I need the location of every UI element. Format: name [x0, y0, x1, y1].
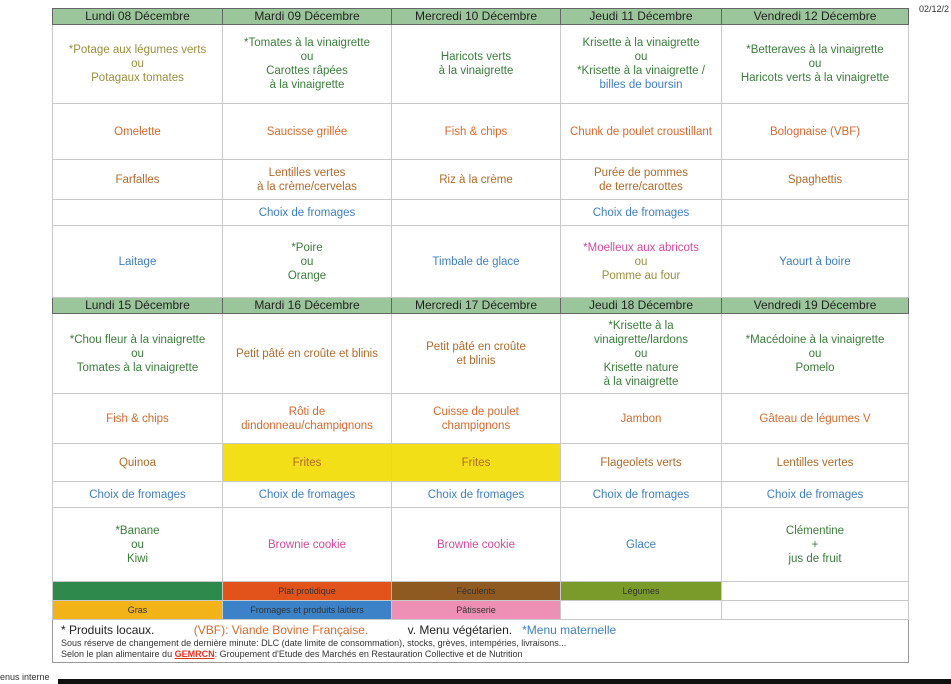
main-cell: Rôti de dindonneau/champignons — [223, 394, 392, 444]
reserve-note: Sous réserve de changement de dernière minute: DLC (date limite de consommation), stocks, grèves, intempéries, livraisons... — [61, 638, 567, 648]
starter-cell: *Tomates à la vinaigrette ou Carottes râpées à la vinaigrette — [223, 25, 392, 104]
cheese-cell: Choix de fromages — [223, 482, 392, 508]
week1-dessert-row — [53, 226, 909, 298]
cheese-cell: Choix de fromages — [392, 482, 561, 508]
week1-header-row — [53, 9, 909, 25]
side-cell: Purée de pommes de terre/carottes — [561, 160, 722, 200]
week2-starter-row — [53, 314, 909, 394]
cheese-cell — [53, 200, 223, 226]
cheese-cell — [722, 200, 909, 226]
vegetarian-note: v. Menu végétarien. — [407, 623, 513, 637]
maternal-note: *Menu maternelle — [522, 623, 617, 637]
legend-swatch: Légumes — [561, 582, 722, 601]
day-header: Lundi 08 Décembre — [53, 9, 223, 25]
starter-cell: Krisette à la vinaigrette ou *Krisette à la vinaigrette / billes de boursin — [561, 25, 722, 104]
legend-swatch — [722, 582, 909, 601]
main-cell: Fish & chips — [392, 104, 561, 160]
main-cell: Gâteau de légumes V — [722, 394, 909, 444]
week1-main-row — [53, 104, 909, 160]
dessert-cell: Brownie cookie — [392, 508, 561, 582]
dessert-cell: *Moelleux aux abricots ou Pomme au four — [561, 226, 722, 298]
legend-swatch: Plat protidique — [223, 582, 392, 601]
side-cell: Quinoa — [53, 444, 223, 482]
main-cell: Cuisse de poulet champignons — [392, 394, 561, 444]
main-cell: Fish & chips — [53, 394, 223, 444]
day-header: Mercredi 10 Décembre — [392, 9, 561, 25]
starter-cell: *Krisette à la vinaigrette/lardons ou Krisette nature à la vinaigrette — [561, 314, 722, 394]
side-cell: Lentilles vertes à la crème/cervelas — [223, 160, 392, 200]
legend-notes — [61, 622, 900, 638]
starter-cell: Petit pâté en croûte et blinis — [392, 314, 561, 394]
main-cell: Omelette — [53, 104, 223, 160]
side-cell: Lentilles vertes — [722, 444, 909, 482]
legend-swatch: Fromages et produits laitiers — [223, 601, 392, 620]
starter-cell: *Chou fleur à la vinaigrette ou Tomates à la vinaigrette — [53, 314, 223, 394]
side-cell: Farfalles — [53, 160, 223, 200]
footer-label: enus interne — [0, 672, 50, 682]
week1-side-row — [53, 160, 909, 200]
vbf-note: (VBF): Viande Bovine Française. — [193, 623, 369, 637]
side-cell: Frites — [223, 444, 392, 482]
dessert-cell: Timbale de glace — [392, 226, 561, 298]
legend-row-2 — [53, 601, 909, 620]
gemrcn-note: Selon le plan alimentaire du GEMRCN: Groupement d'Etude des Marchés en Restauration Collective et de Nutrition — [61, 649, 523, 659]
week1-cheese-row — [53, 200, 909, 226]
gemrcn-link: GEMRCN — [174, 649, 215, 659]
cheese-cell — [392, 200, 561, 226]
bottom-bar — [58, 679, 951, 684]
week2-side-row — [53, 444, 909, 482]
legend-swatch: Pâtisserie — [392, 601, 561, 620]
local-products-note: * Produits locaux. — [61, 623, 155, 637]
side-cell: Spaghettis — [722, 160, 909, 200]
day-header: Jeudi 11 Décembre — [561, 9, 722, 25]
dessert-cell: Yaourt à boire — [722, 226, 909, 298]
cheese-cell: Choix de fromages — [53, 482, 223, 508]
starter-cell: *Potage aux légumes verts ou Potagaux tomates — [53, 25, 223, 104]
starter-cell: Petit pâté en croûte et blinis — [223, 314, 392, 394]
day-header: Mardi 16 Décembre — [223, 298, 392, 314]
cheese-cell: Choix de fromages — [561, 200, 722, 226]
main-cell: Jambon — [561, 394, 722, 444]
day-header: Mardi 09 Décembre — [223, 9, 392, 25]
starter-cell: Haricots verts à la vinaigrette — [392, 25, 561, 104]
side-cell: Riz à la crème — [392, 160, 561, 200]
main-cell: Saucisse grillée — [223, 104, 392, 160]
dessert-cell: *Poire ou Orange — [223, 226, 392, 298]
side-cell: Frites — [392, 444, 561, 482]
main-cell: Chunk de poulet croustillant — [561, 104, 722, 160]
dessert-cell: Laitage — [53, 226, 223, 298]
starter-cell: *Macédoine à la vinaigrette ou Pomelo — [722, 314, 909, 394]
day-header: Vendredi 19 Décembre — [722, 298, 909, 314]
cheese-cell: Choix de fromages — [561, 482, 722, 508]
week2-header-row — [53, 298, 909, 314]
legend-swatch: Gras — [53, 601, 223, 620]
legend-swatch — [561, 601, 722, 620]
week2-dessert-row — [53, 508, 909, 582]
school-menu-table — [52, 8, 909, 663]
side-cell: Flageolets verts — [561, 444, 722, 482]
cheese-cell: Choix de fromages — [722, 482, 909, 508]
notes-row — [53, 620, 909, 663]
week2-cheese-row — [53, 482, 909, 508]
week2-main-row — [53, 394, 909, 444]
legend-swatch — [53, 582, 223, 601]
print-date: 02/12/2 — [918, 4, 949, 14]
week1-starter-row — [53, 25, 909, 104]
dessert-cell: Glace — [561, 508, 722, 582]
legend-swatch — [722, 601, 909, 620]
starter-cell: *Betteraves à la vinaigrette ou Haricots verts à la vinaigrette — [722, 25, 909, 104]
day-header: Jeudi 18 Décembre — [561, 298, 722, 314]
day-header: Lundi 15 Décembre — [53, 298, 223, 314]
cheese-cell: Choix de fromages — [223, 200, 392, 226]
dessert-cell: Brownie cookie — [223, 508, 392, 582]
day-header: Mercredi 17 Décembre — [392, 298, 561, 314]
dessert-cell: Clémentine + jus de fruit — [722, 508, 909, 582]
dessert-cell: *Banane ou Kiwi — [53, 508, 223, 582]
legend-swatch: Féculents — [392, 582, 561, 601]
legend-row-1 — [53, 582, 909, 601]
day-header: Vendredi 12 Décembre — [722, 9, 909, 25]
main-cell: Bolognaise (VBF) — [722, 104, 909, 160]
